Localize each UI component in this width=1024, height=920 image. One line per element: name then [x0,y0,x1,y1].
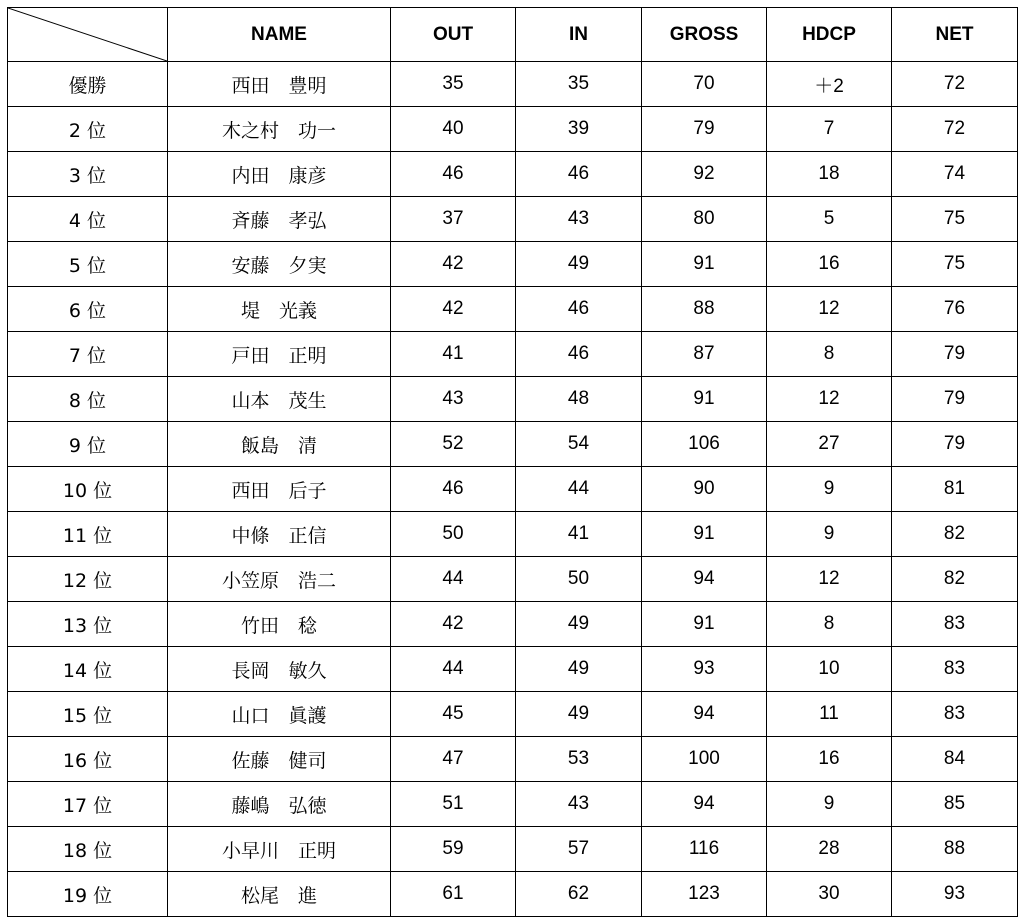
name-cell: 山本 茂生 [168,377,391,422]
gross-cell: 92 [642,152,767,197]
in-cell: 41 [516,512,642,557]
table-row [8,602,1018,647]
gross-cell: 87 [642,332,767,377]
name-cell: 安藤 夕実 [168,242,391,287]
name-cell: 松尾 進 [168,872,391,917]
in-cell: 57 [516,827,642,872]
gross-cell: 100 [642,737,767,782]
table-row [8,152,1018,197]
diagonal-line [8,8,167,61]
hdcp-cell: 28 [767,827,892,872]
in-cell: 46 [516,287,642,332]
table-row [8,737,1018,782]
name-cell: 西田 后子 [168,467,391,512]
net-cell: 82 [892,512,1018,557]
results-table [7,7,1018,917]
hdcp-cell: ＋2 [767,62,892,107]
name-cell: 内田 康彦 [168,152,391,197]
out-cell: 42 [391,287,516,332]
rank-cell: 13 位 [8,602,168,647]
net-cell: 72 [892,107,1018,152]
hdcp-cell: 12 [767,557,892,602]
net-cell: 72 [892,62,1018,107]
header-gross: GROSS [642,8,767,62]
hdcp-cell: 10 [767,647,892,692]
in-cell: 49 [516,602,642,647]
net-cell: 81 [892,467,1018,512]
table-row [8,332,1018,377]
rank-cell: 15 位 [8,692,168,737]
in-cell: 54 [516,422,642,467]
header-row [8,8,1018,62]
net-cell: 93 [892,872,1018,917]
name-cell: 戸田 正明 [168,332,391,377]
table-body [8,62,1018,917]
net-cell: 85 [892,782,1018,827]
header-in: IN [516,8,642,62]
table-row [8,197,1018,242]
rank-cell: 12 位 [8,557,168,602]
gross-cell: 106 [642,422,767,467]
net-cell: 83 [892,602,1018,647]
header-out: OUT [391,8,516,62]
net-cell: 83 [892,647,1018,692]
out-cell: 52 [391,422,516,467]
rank-cell: 10 位 [8,467,168,512]
gross-cell: 91 [642,377,767,422]
out-cell: 37 [391,197,516,242]
rank-cell: 16 位 [8,737,168,782]
gross-cell: 116 [642,827,767,872]
out-cell: 40 [391,107,516,152]
net-cell: 84 [892,737,1018,782]
net-cell: 82 [892,557,1018,602]
hdcp-cell: 12 [767,287,892,332]
rank-cell: 4 位 [8,197,168,242]
out-cell: 44 [391,557,516,602]
out-cell: 46 [391,152,516,197]
header-name: NAME [168,8,391,62]
rank-cell: 17 位 [8,782,168,827]
name-cell: 長岡 敏久 [168,647,391,692]
in-cell: 62 [516,872,642,917]
in-cell: 46 [516,152,642,197]
net-cell: 88 [892,827,1018,872]
table-row [8,692,1018,737]
name-cell: 山口 眞護 [168,692,391,737]
name-cell: 木之村 功一 [168,107,391,152]
hdcp-cell: 7 [767,107,892,152]
in-cell: 48 [516,377,642,422]
out-cell: 43 [391,377,516,422]
rank-cell: 14 位 [8,647,168,692]
in-cell: 39 [516,107,642,152]
out-cell: 59 [391,827,516,872]
gross-cell: 91 [642,242,767,287]
in-cell: 49 [516,647,642,692]
rank-cell: 6 位 [8,287,168,332]
net-cell: 75 [892,197,1018,242]
name-cell: 藤嶋 弘徳 [168,782,391,827]
out-cell: 47 [391,737,516,782]
in-cell: 35 [516,62,642,107]
in-cell: 43 [516,197,642,242]
table-row [8,287,1018,332]
net-cell: 79 [892,332,1018,377]
table-row [8,422,1018,467]
table-header [8,8,1018,62]
rank-cell: 18 位 [8,827,168,872]
table-row [8,62,1018,107]
gross-cell: 94 [642,692,767,737]
rank-cell: 3 位 [8,152,168,197]
table-row [8,512,1018,557]
table-row [8,647,1018,692]
name-cell: 中條 正信 [168,512,391,557]
rank-cell: 11 位 [8,512,168,557]
gross-cell: 88 [642,287,767,332]
out-cell: 35 [391,62,516,107]
rank-cell: 5 位 [8,242,168,287]
gross-cell: 94 [642,782,767,827]
hdcp-cell: 5 [767,197,892,242]
in-cell: 46 [516,332,642,377]
name-cell: 斉藤 孝弘 [168,197,391,242]
in-cell: 50 [516,557,642,602]
hdcp-cell: 18 [767,152,892,197]
hdcp-cell: 8 [767,332,892,377]
name-cell: 堤 光義 [168,287,391,332]
hdcp-cell: 9 [767,782,892,827]
table-row [8,242,1018,287]
table-row [8,557,1018,602]
out-cell: 42 [391,242,516,287]
out-cell: 42 [391,602,516,647]
gross-cell: 70 [642,62,767,107]
name-cell: 竹田 稔 [168,602,391,647]
gross-cell: 123 [642,872,767,917]
table-row [8,467,1018,512]
rank-cell: 9 位 [8,422,168,467]
in-cell: 44 [516,467,642,512]
gross-cell: 94 [642,557,767,602]
rank-cell: 2 位 [8,107,168,152]
gross-cell: 80 [642,197,767,242]
net-cell: 79 [892,422,1018,467]
corner-cell [8,8,168,62]
gross-cell: 79 [642,107,767,152]
name-cell: 小笠原 浩二 [168,557,391,602]
hdcp-cell: 12 [767,377,892,422]
name-cell: 佐藤 健司 [168,737,391,782]
rank-cell: 19 位 [8,872,168,917]
hdcp-cell: 8 [767,602,892,647]
name-cell: 小早川 正明 [168,827,391,872]
gross-cell: 91 [642,512,767,557]
in-cell: 53 [516,737,642,782]
hdcp-cell: 16 [767,737,892,782]
out-cell: 50 [391,512,516,557]
hdcp-cell: 11 [767,692,892,737]
gross-cell: 90 [642,467,767,512]
name-cell: 飯島 清 [168,422,391,467]
name-cell: 西田 豊明 [168,62,391,107]
header-net: NET [892,8,1018,62]
net-cell: 79 [892,377,1018,422]
out-cell: 46 [391,467,516,512]
table-row [8,872,1018,917]
gross-cell: 93 [642,647,767,692]
out-cell: 41 [391,332,516,377]
rank-cell: 8 位 [8,377,168,422]
out-cell: 44 [391,647,516,692]
in-cell: 49 [516,242,642,287]
table-row [8,782,1018,827]
hdcp-cell: 16 [767,242,892,287]
table-row [8,827,1018,872]
hdcp-cell: 27 [767,422,892,467]
in-cell: 49 [516,692,642,737]
gross-cell: 91 [642,602,767,647]
hdcp-cell: 30 [767,872,892,917]
rank-cell: 優勝 [8,62,168,107]
net-cell: 74 [892,152,1018,197]
out-cell: 61 [391,872,516,917]
hdcp-cell: 9 [767,512,892,557]
table-row [8,107,1018,152]
hdcp-cell: 9 [767,467,892,512]
rank-cell: 7 位 [8,332,168,377]
net-cell: 75 [892,242,1018,287]
out-cell: 45 [391,692,516,737]
header-hdcp: HDCP [767,8,892,62]
out-cell: 51 [391,782,516,827]
in-cell: 43 [516,782,642,827]
net-cell: 76 [892,287,1018,332]
net-cell: 83 [892,692,1018,737]
table-row [8,377,1018,422]
